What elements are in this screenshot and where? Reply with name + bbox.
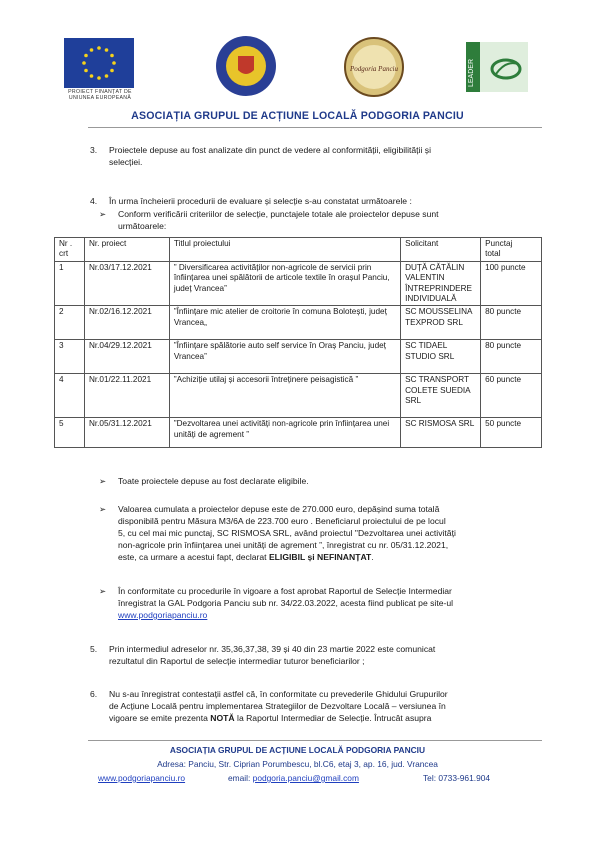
cell-solicitant: SC TRANSPORT COLETE SUEDIA SRL bbox=[401, 374, 481, 418]
eu-caption: PROIECT FINANȚAT DE UNIUNEA EUROPEANĂ bbox=[68, 89, 132, 101]
table-row bbox=[55, 340, 542, 374]
footer-divider bbox=[88, 740, 542, 741]
gal-podgoria-logo bbox=[343, 36, 405, 98]
cell-titlu: ”Dezvoltarea unei activități non-agricole prin înființarea unei unități de agrement ” bbox=[169, 418, 400, 448]
cell-solicitant: DUȚĂ CĂTĂLIN VALENTIN ÎNTREPRINDERE INDIVIDUALĂ bbox=[401, 261, 481, 306]
cell-punctaj: 80 puncte bbox=[481, 340, 542, 374]
col-header-titlu: Titlul proiectului bbox=[169, 238, 400, 262]
cell-titlu: ” Diversificarea activităților non-agricole de servicii prin înființarea unei spălătorii de articole textile în orașul Panciu, județ Vrancea” bbox=[169, 261, 400, 306]
table-header-row bbox=[55, 238, 542, 262]
section-4-bullet-line2: următoarele: bbox=[118, 221, 167, 231]
leader-logo bbox=[466, 42, 528, 92]
cell-punctaj: 80 puncte bbox=[481, 306, 542, 340]
col-header-proiect: Nr. proiect bbox=[84, 238, 169, 262]
cell-punctaj: 100 puncte bbox=[481, 261, 542, 306]
cell-proiect: Nr.05/31.12.2021 bbox=[84, 418, 169, 448]
footer-email-label: email: bbox=[228, 773, 251, 783]
cell-solicitant: SC TIDAEL STUDIO SRL bbox=[401, 340, 481, 374]
section-6-line1: Nu s-au înregistrat contestații astfel că, în conformitate cu prevederile Ghidului Grupurilor bbox=[109, 689, 448, 699]
col-header-nr: Nr . crt bbox=[55, 238, 85, 262]
section-5-line1: Prin intermediul adreselor nr. 35,36,37,38, 39 și 40 din 23 martie 2022 este comunicat bbox=[109, 644, 436, 654]
website-link[interactable]: www.podgoriapanciu.ro bbox=[118, 610, 208, 620]
cell-punctaj: 50 puncte bbox=[481, 418, 542, 448]
bullet-value-line2: disponibilă pentru Măsura M3/6A de 223.700 euro . Beneficiarul proiectului de pe locul bbox=[118, 516, 446, 526]
cell-titlu: ”Înființare spălătorie auto self service în Oraș Panciu, județ Vrancea” bbox=[169, 340, 400, 374]
cell-nr: 4 bbox=[55, 374, 85, 418]
table-row bbox=[55, 306, 542, 340]
section-4-number: 4. bbox=[90, 196, 98, 206]
bullet-value-line3: 5, cu cel mai mic punctaj, SC RISMOSA SRL, având proiectul "Dezvoltarea unei activități bbox=[118, 528, 456, 538]
section-6-line3-pre: vigoare se emite prezenta bbox=[109, 713, 211, 723]
bullet-report-line1: În conformitate cu procedurile în vigoare a fost aprobat Raportul de Selecție Intermediar bbox=[118, 586, 452, 596]
arrow-bullet-icon: ➢ bbox=[99, 504, 107, 514]
section-3-line1: Proiectele depuse au fost analizate din punct de vedere al conformității, eligibilității și bbox=[109, 145, 431, 155]
cell-nr: 2 bbox=[55, 306, 85, 340]
header-divider bbox=[88, 127, 542, 128]
cell-nr: 3 bbox=[55, 340, 85, 374]
cell-solicitant: SC RISMOSA SRL bbox=[401, 418, 481, 448]
bullet-value-line5-pre: este, ca urmare a acestui fapt, declarat bbox=[118, 552, 269, 562]
cell-nr: 1 bbox=[55, 261, 85, 306]
cell-titlu: ”Achiziție utilaj și accesorii întreținere peisagistică ” bbox=[169, 374, 400, 418]
bullet-value-line1: Valoarea cumulata a proiectelor depuse este de 270.000 euro, depășind suma totală bbox=[118, 504, 440, 514]
footer-phone: Tel: 0733-961.904 bbox=[423, 773, 491, 783]
gal-logo-text: Podgoria Panciu bbox=[349, 65, 399, 73]
romania-emblem-logo bbox=[214, 34, 278, 98]
col-header-solicitant: Solicitant bbox=[401, 238, 481, 262]
cell-solicitant: SC MOUSSELINA TEXPROD SRL bbox=[401, 306, 481, 340]
bullet-report-line2: înregistrat la GAL Podgoria Panciu sub nr. 34/22.03.2022, acesta fiind publicat pe site-ul bbox=[118, 598, 454, 608]
table-row bbox=[55, 418, 542, 448]
arrow-bullet-icon: ➢ bbox=[99, 476, 107, 486]
bullet-value-line5-post: . bbox=[371, 552, 374, 562]
bullet-eligible: Toate proiectele depuse au fost declarate eligibile. bbox=[118, 476, 309, 486]
section-3-number: 3. bbox=[90, 145, 98, 155]
cell-nr: 5 bbox=[55, 418, 85, 448]
section-6-line2: de Acțiune Locală pentru implementarea Strategiilor de Dezvoltare Locală – versiunea în bbox=[109, 701, 446, 711]
scores-table bbox=[54, 237, 542, 448]
cell-proiect: Nr.03/17.12.2021 bbox=[84, 261, 169, 306]
footer-email bbox=[228, 773, 359, 783]
eu-flag-logo bbox=[64, 38, 134, 88]
footer-title: ASOCIAȚIA GRUPUL DE ACȚIUNE LOCALĂ PODGORIA PANCIU bbox=[169, 745, 426, 755]
cell-proiect: Nr.04/29.12.2021 bbox=[84, 340, 169, 374]
cell-proiect: Nr.02/16.12.2021 bbox=[84, 306, 169, 340]
bullet-value-line5 bbox=[118, 552, 374, 564]
section-6-number: 6. bbox=[90, 689, 98, 699]
leader-logo-text: LEADER bbox=[468, 58, 475, 87]
section-3-line2: selecției. bbox=[109, 157, 143, 167]
arrow-bullet-icon: ➢ bbox=[99, 586, 107, 596]
section-5-line2: rezultatul din Raportul de selecție intermediar tuturor beneficiarilor ; bbox=[109, 656, 365, 666]
cell-titlu: ”Înființare mic atelier de croitorie în comuna Bolotești, județ Vrancea„ bbox=[169, 306, 400, 340]
footer-website-link[interactable]: www.podgoriapanciu.ro bbox=[98, 773, 186, 783]
nota-label: NOTĂ bbox=[210, 713, 235, 723]
eligibil-nefinantat-label: ELIGIBIL și NEFINANȚAT bbox=[268, 552, 372, 562]
table-row bbox=[55, 374, 542, 418]
section-4-line1: În urma încheierii procedurii de evaluare și selecție s-au constatat următoarele : bbox=[109, 196, 412, 206]
bullet-value-line4: non-agricole prin înființarea unei unități de agrement ”, înregistrat cu nr. 05/31.12.2021, bbox=[118, 540, 449, 550]
footer-address: Adresa: Panciu, Str. Ciprian Porumbescu, bl.C6, etaj 3, ap. 16, jud. Vrancea bbox=[157, 759, 438, 769]
arrow-bullet-icon: ➢ bbox=[99, 209, 107, 219]
cell-proiect: Nr.01/22.11.2021 bbox=[84, 374, 169, 418]
footer-contact-row bbox=[98, 773, 185, 783]
footer-email-link[interactable]: podgoria.panciu@gmail.com bbox=[252, 773, 359, 783]
section-4-bullet-line1: Conform verificării criteriilor de selecție, punctajele totale ale proiectelor depuse sunt bbox=[118, 209, 439, 219]
table-row bbox=[55, 261, 542, 306]
cell-punctaj: 60 puncte bbox=[481, 374, 542, 418]
section-6-line3-post: la Raportul Intermediar de Selecție. Întrucât asupra bbox=[234, 713, 432, 723]
col-header-punctaj: Punctaj total bbox=[481, 238, 542, 262]
org-title: ASOCIAȚIA GRUPUL DE ACȚIUNE LOCALĂ PODGORIA PANCIU bbox=[131, 110, 464, 122]
section-6-line3 bbox=[109, 713, 431, 725]
section-5-number: 5. bbox=[90, 644, 98, 654]
